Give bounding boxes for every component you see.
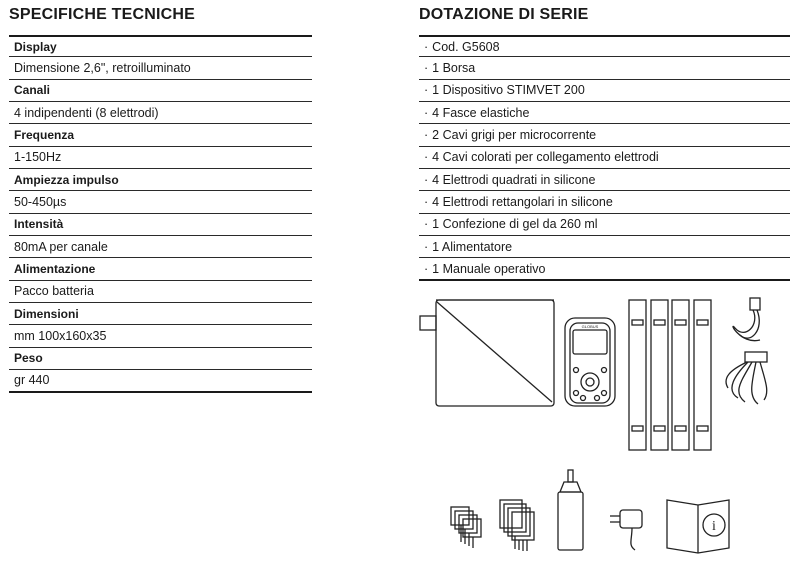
spec-label-weight: Peso [9, 348, 312, 370]
supply-item-text: 1 Confezione di gel da 260 ml [432, 217, 598, 232]
supply-item-text: 1 Borsa [432, 61, 476, 76]
bullet: · [424, 261, 429, 276]
spec-label-power: Alimentazione [9, 258, 312, 280]
bullet: · [424, 217, 429, 232]
manual-symbol: i [712, 519, 716, 534]
bullet: · [424, 39, 429, 54]
spec-value-power: Pacco batteria [9, 281, 312, 303]
specs-title: SPECIFICHE TECNICHE [9, 6, 196, 23]
device-brand: GLOBUS [581, 324, 599, 329]
bullet: · [424, 195, 429, 210]
bullet: · [424, 61, 429, 76]
supply-item-text: 1 Dispositivo STIMVET 200 [432, 83, 585, 98]
elastic-band-icon [629, 300, 711, 450]
bullet: · [424, 105, 429, 120]
supply-item-text: 1 Alimentatore [432, 239, 513, 254]
spec-value-pulse-width: 50-450µs [9, 191, 312, 213]
spec-label-dimensions: Dimensioni [9, 303, 312, 325]
spec-label-pulse-width: Ampiezza impulso [9, 169, 312, 191]
spec-value-display: Dimensione 2,6", retroilluminato [9, 57, 312, 79]
gel-bottle-icon [558, 470, 583, 550]
device-icon [565, 318, 615, 406]
spec-value-channels: 4 indipendenti (8 elettrodi) [9, 102, 312, 124]
supply-item-text: 1 Manuale operativo [432, 261, 546, 276]
cable-icon [726, 298, 767, 404]
supply-item-text: 4 Cavi colorati per collegamento elettrodi [432, 150, 659, 165]
spec-value-dimensions: mm 100x160x35 [9, 325, 312, 347]
supply-item-text: 4 Fasce elastiche [432, 105, 530, 120]
spec-label-intensity: Intensità [9, 214, 312, 236]
spec-label-display: Display [9, 35, 312, 57]
square-electrode-icon [451, 507, 481, 548]
bullet: · [424, 128, 429, 143]
bullet: · [424, 172, 429, 187]
supply-item-text: Cod. G5608 [432, 39, 500, 54]
spec-value-intensity: 80mA per canale [9, 236, 312, 258]
supply-item-text: 2 Cavi grigi per microcorrente [432, 128, 597, 143]
spec-value-frequency: 1-150Hz [9, 147, 312, 169]
spec-label-channels: Canali [9, 80, 312, 102]
bullet: · [424, 239, 429, 254]
power-adapter-icon [610, 510, 642, 550]
rectangular-electrode-icon [500, 500, 534, 551]
spec-label-frequency: Frequenza [9, 124, 312, 146]
manual-icon [667, 500, 729, 553]
bag-icon [420, 300, 554, 406]
supply-title: DOTAZIONE DI SERIE [419, 6, 589, 23]
bullet: · [424, 150, 429, 165]
supply-item-text: 4 Elettrodi rettangolari in silicone [432, 195, 613, 210]
spec-value-weight: gr 440 [9, 370, 312, 392]
bullet: · [424, 83, 429, 98]
supply-item-text: 4 Elettrodi quadrati in silicone [432, 172, 596, 187]
